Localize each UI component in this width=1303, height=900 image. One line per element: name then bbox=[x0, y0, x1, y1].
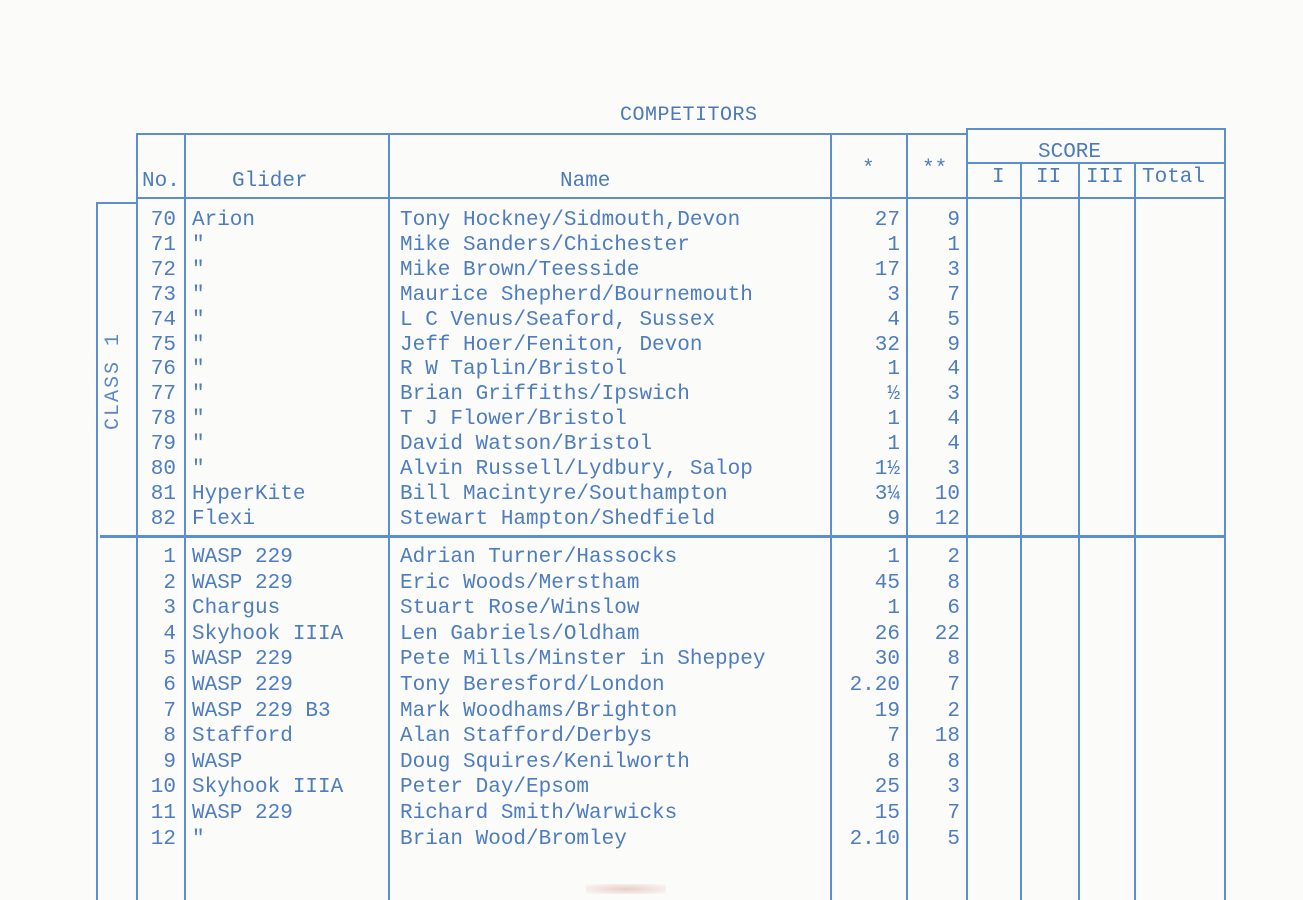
row-star2: 12 bbox=[934, 507, 960, 531]
row-name: L C Venus/Seaford, Sussex bbox=[400, 308, 716, 332]
row-star2: 3 bbox=[947, 258, 960, 282]
row-number: 4 bbox=[163, 622, 176, 646]
row-glider: " bbox=[192, 408, 205, 432]
row-name: Bill Macintyre/Southampton bbox=[400, 482, 728, 506]
row-name: Tony Hockney/Sidmouth,Devon bbox=[400, 209, 741, 232]
row-star2: 10 bbox=[934, 482, 960, 506]
header-round1: I bbox=[992, 166, 1005, 189]
row-glider: " bbox=[192, 258, 205, 282]
row-star1: 1 bbox=[887, 433, 900, 457]
row-name: Mike Sanders/Chichester bbox=[400, 233, 690, 257]
row-star2: 5 bbox=[947, 827, 960, 851]
row-glider: HyperKite bbox=[192, 482, 306, 506]
table-row bbox=[0, 432, 1303, 457]
row-star1: 26 bbox=[874, 622, 900, 646]
row-number: 71 bbox=[150, 233, 176, 257]
row-number: 7 bbox=[163, 699, 176, 723]
table-row bbox=[0, 571, 1303, 596]
row-glider: WASP 229 bbox=[192, 648, 293, 672]
row-glider: " bbox=[192, 233, 205, 257]
row-number: 6 bbox=[163, 674, 176, 697]
row-glider: WASP 229 bbox=[192, 571, 293, 595]
table-row bbox=[0, 482, 1303, 507]
header-star1: * bbox=[862, 158, 875, 181]
row-number: 81 bbox=[150, 482, 176, 506]
row-number: 74 bbox=[150, 308, 176, 332]
row-star1: 4 bbox=[887, 308, 900, 332]
section-divider bbox=[100, 535, 1226, 538]
row-glider: Chargus bbox=[192, 597, 281, 621]
row-number: 77 bbox=[150, 383, 176, 407]
row-number: 8 bbox=[163, 725, 176, 749]
row-star1: 15 bbox=[874, 802, 900, 825]
row-name: Richard Smith/Warwicks bbox=[400, 802, 678, 825]
row-star1: 1 bbox=[887, 408, 900, 432]
table-top-border bbox=[136, 133, 968, 135]
header-score: SCORE bbox=[1038, 141, 1102, 164]
row-star1: 1½ bbox=[874, 458, 900, 481]
row-number: 73 bbox=[150, 283, 176, 307]
table-row bbox=[0, 724, 1303, 749]
row-number: 75 bbox=[150, 333, 176, 357]
row-glider: Skyhook IIIA bbox=[192, 776, 344, 800]
table-row bbox=[0, 382, 1303, 407]
row-name: Alan Stafford/Derbys bbox=[400, 725, 653, 749]
row-star1: 32 bbox=[874, 333, 900, 357]
row-star1: 27 bbox=[874, 209, 900, 232]
header-name: Name bbox=[560, 170, 611, 193]
row-glider: WASP 229 bbox=[192, 674, 293, 697]
row-star2: 22 bbox=[934, 622, 960, 646]
header-bottom-border bbox=[136, 197, 1226, 199]
row-star2: 8 bbox=[947, 750, 960, 774]
row-name: Brian Griffiths/Ipswich bbox=[400, 383, 690, 407]
row-name: Pete Mills/Minster in Sheppey bbox=[400, 648, 766, 672]
row-glider: " bbox=[192, 308, 205, 332]
row-star2: 4 bbox=[947, 433, 960, 457]
row-star1: 2.10 bbox=[849, 827, 900, 851]
table-row bbox=[0, 699, 1303, 724]
row-number: 70 bbox=[150, 209, 176, 232]
row-number: 2 bbox=[163, 571, 176, 595]
row-name: David Watson/Bristol bbox=[400, 433, 653, 457]
row-number: 76 bbox=[150, 358, 176, 382]
table-row bbox=[0, 457, 1303, 482]
row-glider: " bbox=[192, 433, 205, 457]
table-row bbox=[0, 258, 1303, 283]
row-star1: 2.20 bbox=[849, 674, 900, 697]
row-star2: 4 bbox=[947, 358, 960, 382]
row-glider: " bbox=[192, 458, 205, 481]
table-row bbox=[0, 827, 1303, 852]
row-number: 3 bbox=[163, 597, 176, 621]
row-star1: 25 bbox=[874, 776, 900, 800]
row-star1: 17 bbox=[874, 258, 900, 282]
row-name: Stuart Rose/Winslow bbox=[400, 597, 640, 621]
row-number: 11 bbox=[150, 802, 176, 825]
row-star2: 7 bbox=[947, 283, 960, 307]
row-name: Mark Woodhams/Brighton bbox=[400, 699, 678, 723]
row-name: Jeff Hoer/Feniton, Devon bbox=[400, 333, 703, 357]
row-star2: 7 bbox=[947, 674, 960, 697]
row-glider: " bbox=[192, 333, 205, 357]
row-glider: " bbox=[192, 827, 205, 851]
header-round2: II bbox=[1036, 166, 1062, 189]
row-glider: WASP 229 bbox=[192, 546, 293, 569]
header-round3: III bbox=[1086, 166, 1124, 189]
row-star1: 1 bbox=[887, 546, 900, 569]
table-row bbox=[0, 308, 1303, 333]
row-star1: 3¼ bbox=[874, 482, 900, 506]
row-star2: 8 bbox=[947, 648, 960, 672]
table-row bbox=[0, 208, 1303, 233]
row-name: Maurice Shepherd/Bournemouth bbox=[400, 283, 753, 307]
table-row bbox=[0, 750, 1303, 775]
row-star1: 19 bbox=[874, 699, 900, 723]
row-glider: " bbox=[192, 283, 205, 307]
row-name: Mike Brown/Teesside bbox=[400, 258, 640, 282]
row-star1: 7 bbox=[887, 725, 900, 749]
row-star1: 30 bbox=[874, 648, 900, 672]
row-number: 9 bbox=[163, 750, 176, 774]
row-name: Tony Beresford/London bbox=[400, 674, 665, 697]
row-number: 12 bbox=[150, 827, 176, 851]
row-glider: " bbox=[192, 383, 205, 407]
row-name: Alvin Russell/Lydbury, Salop bbox=[400, 458, 753, 481]
table-row bbox=[0, 545, 1303, 570]
row-number: 82 bbox=[150, 507, 176, 531]
row-star1: 1 bbox=[887, 358, 900, 382]
row-glider: WASP 229 B3 bbox=[192, 699, 331, 723]
row-star2: 3 bbox=[947, 776, 960, 800]
row-star2: 5 bbox=[947, 308, 960, 332]
row-number: 1 bbox=[163, 546, 176, 569]
table-row bbox=[0, 775, 1303, 800]
table-row bbox=[0, 357, 1303, 382]
class-1-label: CLASS 1 bbox=[102, 331, 125, 430]
table-row bbox=[0, 507, 1303, 532]
row-number: 5 bbox=[163, 648, 176, 672]
row-name: Doug Squires/Kenilworth bbox=[400, 750, 690, 774]
row-star2: 3 bbox=[947, 383, 960, 407]
row-star1: ½ bbox=[887, 383, 900, 407]
score-top-border bbox=[968, 128, 1226, 130]
row-name: R W Taplin/Bristol bbox=[400, 358, 627, 382]
row-star2: 1 bbox=[947, 233, 960, 257]
table-row bbox=[0, 801, 1303, 826]
row-name: Eric Woods/Merstham bbox=[400, 571, 640, 595]
row-star1: 3 bbox=[887, 283, 900, 307]
row-name: Len Gabriels/Oldham bbox=[400, 622, 640, 646]
row-star1: 1 bbox=[887, 597, 900, 621]
table-row bbox=[0, 283, 1303, 308]
row-glider: Arion bbox=[192, 209, 256, 232]
row-number: 72 bbox=[150, 258, 176, 282]
row-number: 10 bbox=[150, 776, 176, 800]
header-glider: Glider bbox=[232, 170, 308, 193]
row-star1: 1 bbox=[887, 233, 900, 257]
row-glider: " bbox=[192, 358, 205, 382]
row-star2: 7 bbox=[947, 802, 960, 825]
row-star1: 9 bbox=[887, 507, 900, 531]
row-star2: 2 bbox=[947, 546, 960, 569]
header-no: No. bbox=[142, 170, 180, 193]
row-name: Peter Day/Epsom bbox=[400, 776, 590, 800]
table-row bbox=[0, 333, 1303, 358]
ink-smudge bbox=[586, 884, 666, 894]
header-star2: ** bbox=[922, 158, 948, 181]
row-glider: WASP 229 bbox=[192, 802, 293, 825]
table-row bbox=[0, 673, 1303, 698]
row-number: 79 bbox=[150, 433, 176, 457]
row-star1: 45 bbox=[874, 571, 900, 595]
row-star2: 2 bbox=[947, 699, 960, 723]
row-name: Brian Wood/Bromley bbox=[400, 827, 627, 851]
row-star2: 8 bbox=[947, 571, 960, 595]
row-name: Adrian Turner/Hassocks bbox=[400, 546, 678, 569]
row-star2: 4 bbox=[947, 408, 960, 432]
row-glider: Flexi bbox=[192, 507, 256, 531]
row-number: 80 bbox=[150, 458, 176, 481]
row-star2: 6 bbox=[947, 597, 960, 621]
row-glider: Skyhook IIIA bbox=[192, 622, 344, 646]
row-star2: 9 bbox=[947, 209, 960, 232]
page-title: COMPETITORS bbox=[620, 104, 758, 127]
class-top-border bbox=[96, 202, 138, 204]
row-glider: WASP bbox=[192, 750, 243, 774]
row-name: T J Flower/Bristol bbox=[400, 408, 627, 432]
table-row bbox=[0, 596, 1303, 621]
row-star2: 18 bbox=[934, 725, 960, 749]
row-star1: 8 bbox=[887, 750, 900, 774]
row-star2: 9 bbox=[947, 333, 960, 357]
table-row bbox=[0, 647, 1303, 672]
row-name: Stewart Hampton/Shedfield bbox=[400, 507, 716, 531]
row-number: 78 bbox=[150, 408, 176, 432]
header-total: Total bbox=[1142, 166, 1206, 189]
row-glider: Stafford bbox=[192, 725, 293, 749]
table-row bbox=[0, 233, 1303, 258]
row-star2: 3 bbox=[947, 458, 960, 481]
table-row bbox=[0, 622, 1303, 647]
table-row bbox=[0, 407, 1303, 432]
